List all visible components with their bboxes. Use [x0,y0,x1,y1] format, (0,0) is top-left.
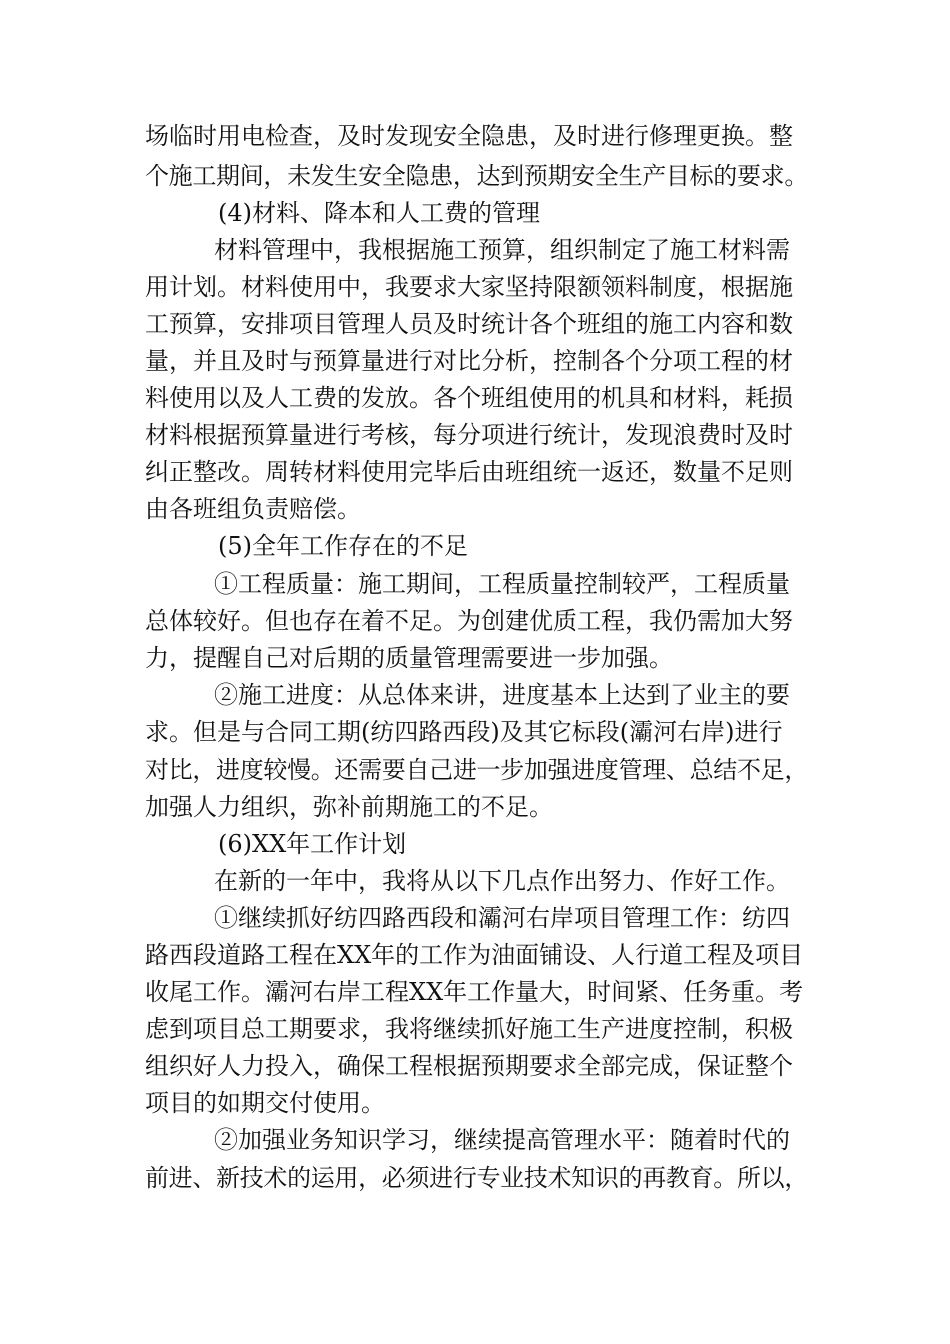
section-heading: (6)XX年工作计划 [218,830,407,858]
text-line: 量，并且及时与预算量进行对比分析，控制各个分项工程的材 [145,347,793,375]
text-line: 加强人力组织，弥补前期施工的不足。 [145,793,553,821]
text-line: 组织好人力投入，确保工程根据预期要求全部完成，保证整个 [145,1052,793,1080]
text-line: ①工程质量：施工期间，工程质量控制较严，工程质量 [214,570,790,598]
text-line: 前进、新技术的运用，必须进行专业技术知识的再教育。所以， [145,1164,808,1192]
section-heading: (4)材料、降本和人工费的管理 [218,199,540,227]
text-line: 场临时用电检查，及时发现安全隐患，及时进行修理更换。整 [145,122,793,150]
text-line: 对比，进度较慢。还需要自己进一步加强进度管理、总结不足， [145,756,808,784]
text-line: ②施工进度：从总体来讲，进度基本上达到了业主的要 [214,681,790,709]
text-line: 由各班组负责赔偿。 [145,495,361,523]
text-line: 项目的如期交付使用。 [145,1089,385,1117]
section-heading: (5)全年工作存在的不足 [218,532,468,560]
text-line: 路西段道路工程在XX年的工作为油面铺设、人行道工程及项目 [145,941,804,969]
text-line: 用计划。材料使用中，我要求大家坚持限额领料制度，根据施 [145,273,793,301]
text-line: 材料管理中，我根据施工预算，组织制定了施工材料需 [214,236,790,264]
text-line: ①继续抓好纺四路西段和灞河右岸项目管理工作：纺四 [214,904,790,932]
text-line: 虑到项目总工期要求，我将继续抓好施工生产进度控制，积极 [145,1015,793,1043]
text-line: 收尾工作。灞河右岸工程XX年工作量大，时间紧、任务重。考 [145,978,804,1006]
text-line: 材料根据预算量进行考核，每分项进行统计，发现浪费时及时 [145,421,793,449]
text-line: 求。但是与合同工期(纺四路西段)及其它标段(灞河右岸)进行 [145,718,783,746]
text-line: 个施工期间，未发生安全隐患，达到预期安全生产目标的要求。 [145,162,808,190]
text-line: 总体较好。但也存在着不足。为创建优质工程，我仍需加大努 [145,607,793,635]
text-line: 在新的一年中，我将从以下几点作出努力、作好工作。 [214,867,790,895]
text-line: ②加强业务知识学习，继续提高管理水平：随着时代的 [214,1126,790,1154]
text-line: 料使用以及人工费的发放。各个班组使用的机具和材料，耗损 [145,384,793,412]
text-line: 纠正整改。周转材料使用完毕后由班组统一返还，数量不足则 [145,458,793,486]
text-line: 工预算，安排项目管理人员及时统计各个班组的施工内容和数 [145,310,793,338]
text-line: 力，提醒自己对后期的质量管理需要进一步加强。 [145,644,673,672]
